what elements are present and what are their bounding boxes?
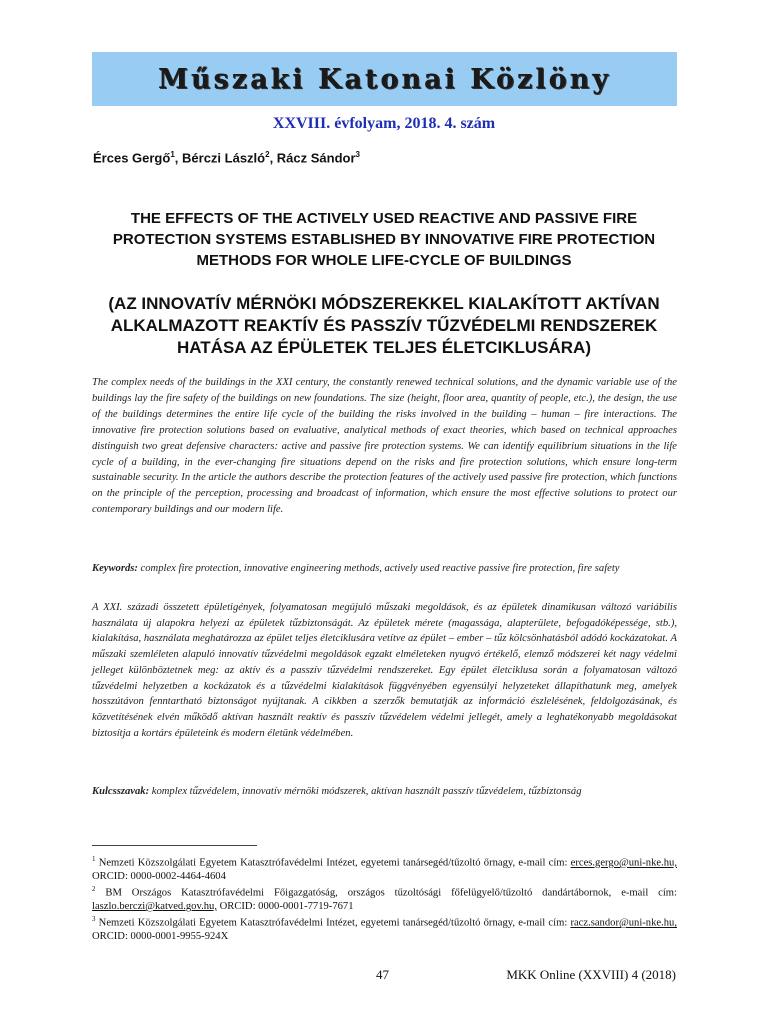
footnote-ref: 3	[355, 150, 360, 159]
footnote-number: 1	[92, 855, 96, 863]
page-number: 47	[376, 967, 389, 982]
volume-line: XXVIII. évfolyam, 2018. 4. szám	[272, 115, 496, 132]
keywords-text: complex fire protection, innovative engineering methods, actively used reactive passive fire protection, fire safety	[137, 563, 620, 574]
email-link[interactable]: laszlo.berczi@katved.gov.hu,	[92, 900, 217, 912]
email-link[interactable]: racz.sandor@uni-nke.hu,	[570, 917, 677, 929]
footnote-orcid: ORCID: 0000-0002-4464-4604	[92, 870, 226, 882]
footnote-ref: 2	[265, 150, 270, 159]
footnote-orcid: ORCID: 0000-0001-9955-924X	[92, 931, 229, 943]
footnote-text: Nemzeti Közszolgálati Egyetem Katasztrófavédelmi Intézet, egyetemi tanársegéd/tűzoltó őrnagy, e-mail cím:	[95, 917, 571, 929]
journal-banner	[92, 52, 677, 106]
footnote-ref: 1	[170, 150, 175, 159]
footnote-text: BM Országos Katasztrófavédelmi Főigazgatóság, országos tűzoltósági főfelügyelő/tűzoltó dandártábornok, e-mail cím:	[95, 887, 677, 899]
journal-title: Műszaki Katonai Közlöny	[158, 63, 611, 95]
footnote-number: 3	[92, 915, 96, 924]
author-separator: ,	[269, 150, 277, 166]
abstract-english: The complex needs of the buildings in the XXI century, the constantly renewed technical solutions, and the dynamic variable use of the buildings lay the fire safety of the buildings on new foundations. The size (height, floor area, quantity of people, etc.), the design, the use of the buildings determines the entire life cycle of the building the risks involved in the building – human – fire interactions. The innovative fire protection solutions based on evaluative, analytical methods of exact theories, which based on technical approaches distinguish two great defensive characters: active and passive fire protection systems. We can identify equilibrium situations in the life cycle of a building, in the ever-changing fire situations depend on the risks and fire protection solutions, which ensure long-term sustainable security. In the article the authors describe the protection features of the actively used passive fire protection, which functions on the principle of the perception, processing and broadcast of information, which ensure the most effective solutions to protect our contemporary buildings and our modern life.	[92, 377, 677, 516]
footnotes	[92, 853, 677, 943]
footnote-divider	[92, 845, 257, 846]
keywords-label: Keywords:	[92, 563, 138, 574]
paper-title-english: THE EFFECTS OF THE ACTIVELY USED REACTIVE AND PASSIVE FIRE PROTECTION SYSTEMS ESTABLISHED BY INNOVATIVE FIRE PROTECTION METHODS FOR WHOLE LIFE-CYCLE OF BUILDINGS	[112, 210, 656, 269]
keywords-hungarian	[92, 784, 677, 800]
author-name: Bérczi László	[182, 150, 266, 166]
footnote	[92, 913, 677, 943]
footnote-orcid: ORCID: 0000-0001-7719-7671	[216, 900, 354, 912]
email-link[interactable]: erces.gergo@uni-nke.hu,	[570, 857, 677, 869]
abstract-hungarian: A XXI. századi összetett épületigények, folyamatosan megújuló műszaki megoldások, és az épületek dinamikusan változó variábilis használata új alapokra helyezi az épületek tűzbiztonságát. Az épületek mérete (magassága, alapterülete, befogadóképessége, stb.), kialakítása, használata meghatározza az épület teljes életciklusára vetítve az épület – ember – tűz kölcsönhatásból adódó kockázatokat. A műszaki szemléleten alapuló innovatív tűzvédelmi megoldások egzakt elméleteken nyugvó értékelő, elemző módszerei két nagy védelmi jelleget különböztetnek meg: az aktív és a passzív tűzvédelmi rendszereket. Egy épület életciklusa során a folyamatosan változó tűzvédelmi helyzetben a kockázatok és a tűzvédelmi kialakítások függvényében egyensúlyi helyzeteket állapíthatunk meg, amelyek hosszútávon fenntartható biztonságot nyújtanak. A cikkben a szerzők bemutatják az információ észlelésének, feldolgozásának, és közvetítésének elvén működő aktívan használt reaktív és passzív tűzvédelem védelmi jellegét, amely a leghatékonyabb megoldásokat biztosítja a kortárs épületeink és modern életünk védelmében.	[92, 602, 677, 739]
author-name: Érces Gergő	[93, 150, 171, 166]
journal-reference: MKK Online (XXVIII) 4 (2018)	[506, 967, 676, 982]
footnote	[92, 853, 677, 883]
keywords-label: Kulcsszavak:	[92, 786, 150, 797]
keywords-text: komplex tűzvédelem, innovatív mérnöki módszerek, aktívan használt passzív tűzvédelem, tűzbiztonság	[149, 786, 582, 797]
author-name: Rácz Sándor	[276, 150, 356, 166]
keywords-english	[92, 561, 677, 577]
paper-title-hungarian: (AZ INNOVATÍV MÉRNÖKI MÓDSZEREKKEL KIALAKÍTOTT AKTÍVAN ALKALMAZOTT REAKTÍV ÉS PASSZÍV TŰZVÉDELMI RENDSZEREK HATÁSA AZ ÉPÜLETEK TELJES ÉLETCIKLUSÁRA)	[108, 294, 660, 357]
author-line	[93, 150, 360, 165]
footnote	[92, 883, 677, 913]
footnote-number: 2	[92, 885, 96, 894]
footnote-text: Nemzeti Közszolgálati Egyetem Katasztrófavédelmi Intézet, egyetemi tanársegéd/tűzoltó őrnagy, e-mail cím:	[95, 857, 571, 869]
author-separator: ,	[174, 150, 183, 166]
